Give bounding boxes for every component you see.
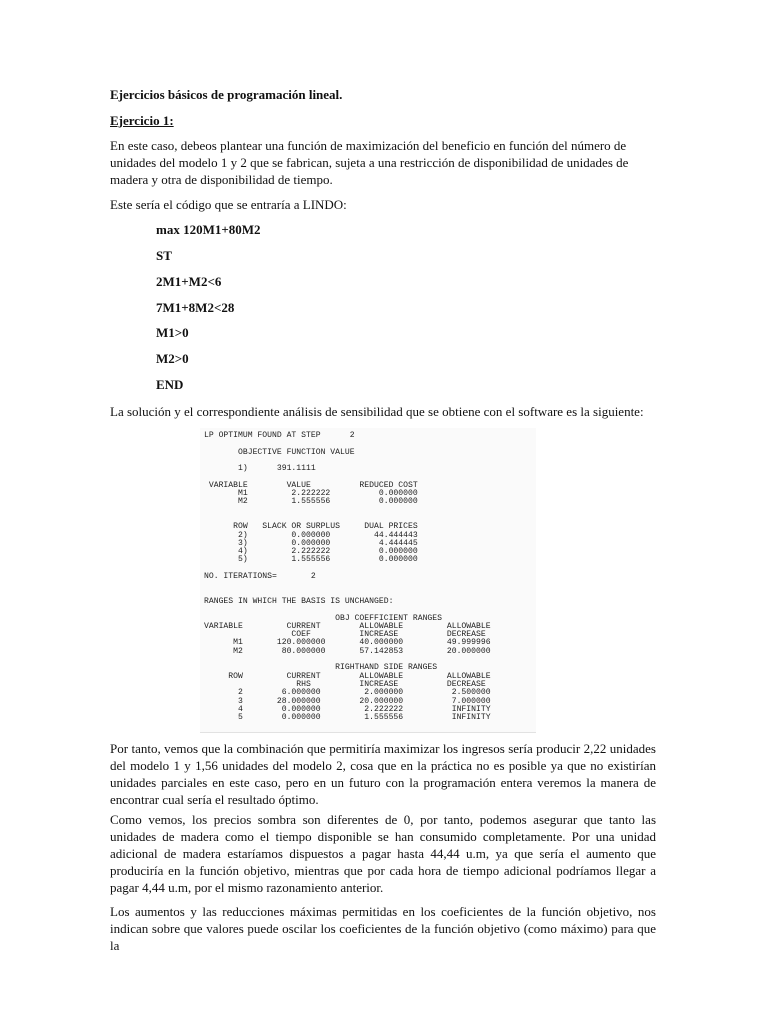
lindo-output-text: LP OPTIMUM FOUND AT STEP 2 OBJECTIVE FUNCTION VALUE 1) 391.1111 VARIABLE VALUE REDUCED COST M1 2.222222 0.000000 M2 1.555556 0.000000 ROW SLACK OR SURPLUS DUAL PRICES 2) 0.000000 44.444443 3) 0.000000 4.444445 4) 2.222222 0.000000 5) 1.555556 0.000000 NO. ITERATIONS= 2 RANGES IN WHICH THE BASIS IS UNCHANGED: OBJ COEFFICIENT RANGES VARIABLE CURRENT ALLOWABLE ALLOWABLE COEF INCREASE DECREASE M1 120.000000 40.000000 49.999996 M2 80.000000 57.142853 20.000000 RIGHTHAND SIDE RANGES ROW CURRENT ALLOWABLE ALLOWABLE RHS INCREASE DECREASE 2 6.000000 2.000000 2.500000 3 28.000000 20.000000 7.000000 4 0.000000 2.222222 INFINITY 5 0.000000 1.555556 INFINITY xyxy=(204,431,491,723)
shadow-prices-paragraph: Como vemos, los precios sombra son diferentes de 0, por tanto, podemos asegurar que tanto las unidades de madera como el tiempo disponible se han consumido completamente. Por una unidad adicional de madera estaríamos dispuestos a pagar hasta 44,44 u.m, ya que sería el aumento que produciría en la función objetivo, mientras que por cada hora de tiempo adicional podríamos llegar a pagar 4,44 u.m, por el mismo razonamiento anterior. xyxy=(110,812,656,895)
code-line: ST xyxy=(156,248,172,263)
document-title: Ejercicios básicos de programación lineal. xyxy=(110,87,343,102)
ranges-paragraph: Los aumentos y las reducciones máximas permitidas en los coeficientes de la función objetivo, nos indican sobre que valores puede oscilar los coeficientes de la función objetivo (como máximo) para que la xyxy=(110,904,656,953)
code-line: END xyxy=(156,377,184,392)
code-line: M1>0 xyxy=(156,325,189,340)
lindo-intro-paragraph: Este sería el código que se entraría a LINDO: xyxy=(110,197,347,212)
code-line: 7M1+8M2<28 xyxy=(156,300,235,315)
exercise-heading: Ejercicio 1: xyxy=(110,113,174,128)
solution-intro-paragraph: La solución y el correspondiente análisis de sensibilidad que se obtiene con el software es la siguiente: xyxy=(110,404,644,419)
intro-paragraph: En este caso, debeos plantear una función de maximización del beneficio en función del número de unidades del modelo 1 y 2 que se fabrican, sujeta a una restricción de disponibilidad de unidades de madera y otra de disponibilidad de tiempo. xyxy=(110,138,629,187)
code-line: max 120M1+80M2 xyxy=(156,222,261,237)
code-line: M2>0 xyxy=(156,351,189,366)
lindo-output-image xyxy=(200,428,536,733)
code-line: 2M1+M2<6 xyxy=(156,274,222,289)
analysis-paragraph: Por tanto, vemos que la combinación que permitiría maximizar los ingresos sería producir 2,22 unidades del modelo 1 y 1,56 unidades del modelo 2, cosa que en la práctica no es posible ya que no existirían unidades parciales en este caso, pero en un futuro con la programación entera veremos la manera de encontrar cual sería el resultado óptimo. xyxy=(110,741,656,807)
